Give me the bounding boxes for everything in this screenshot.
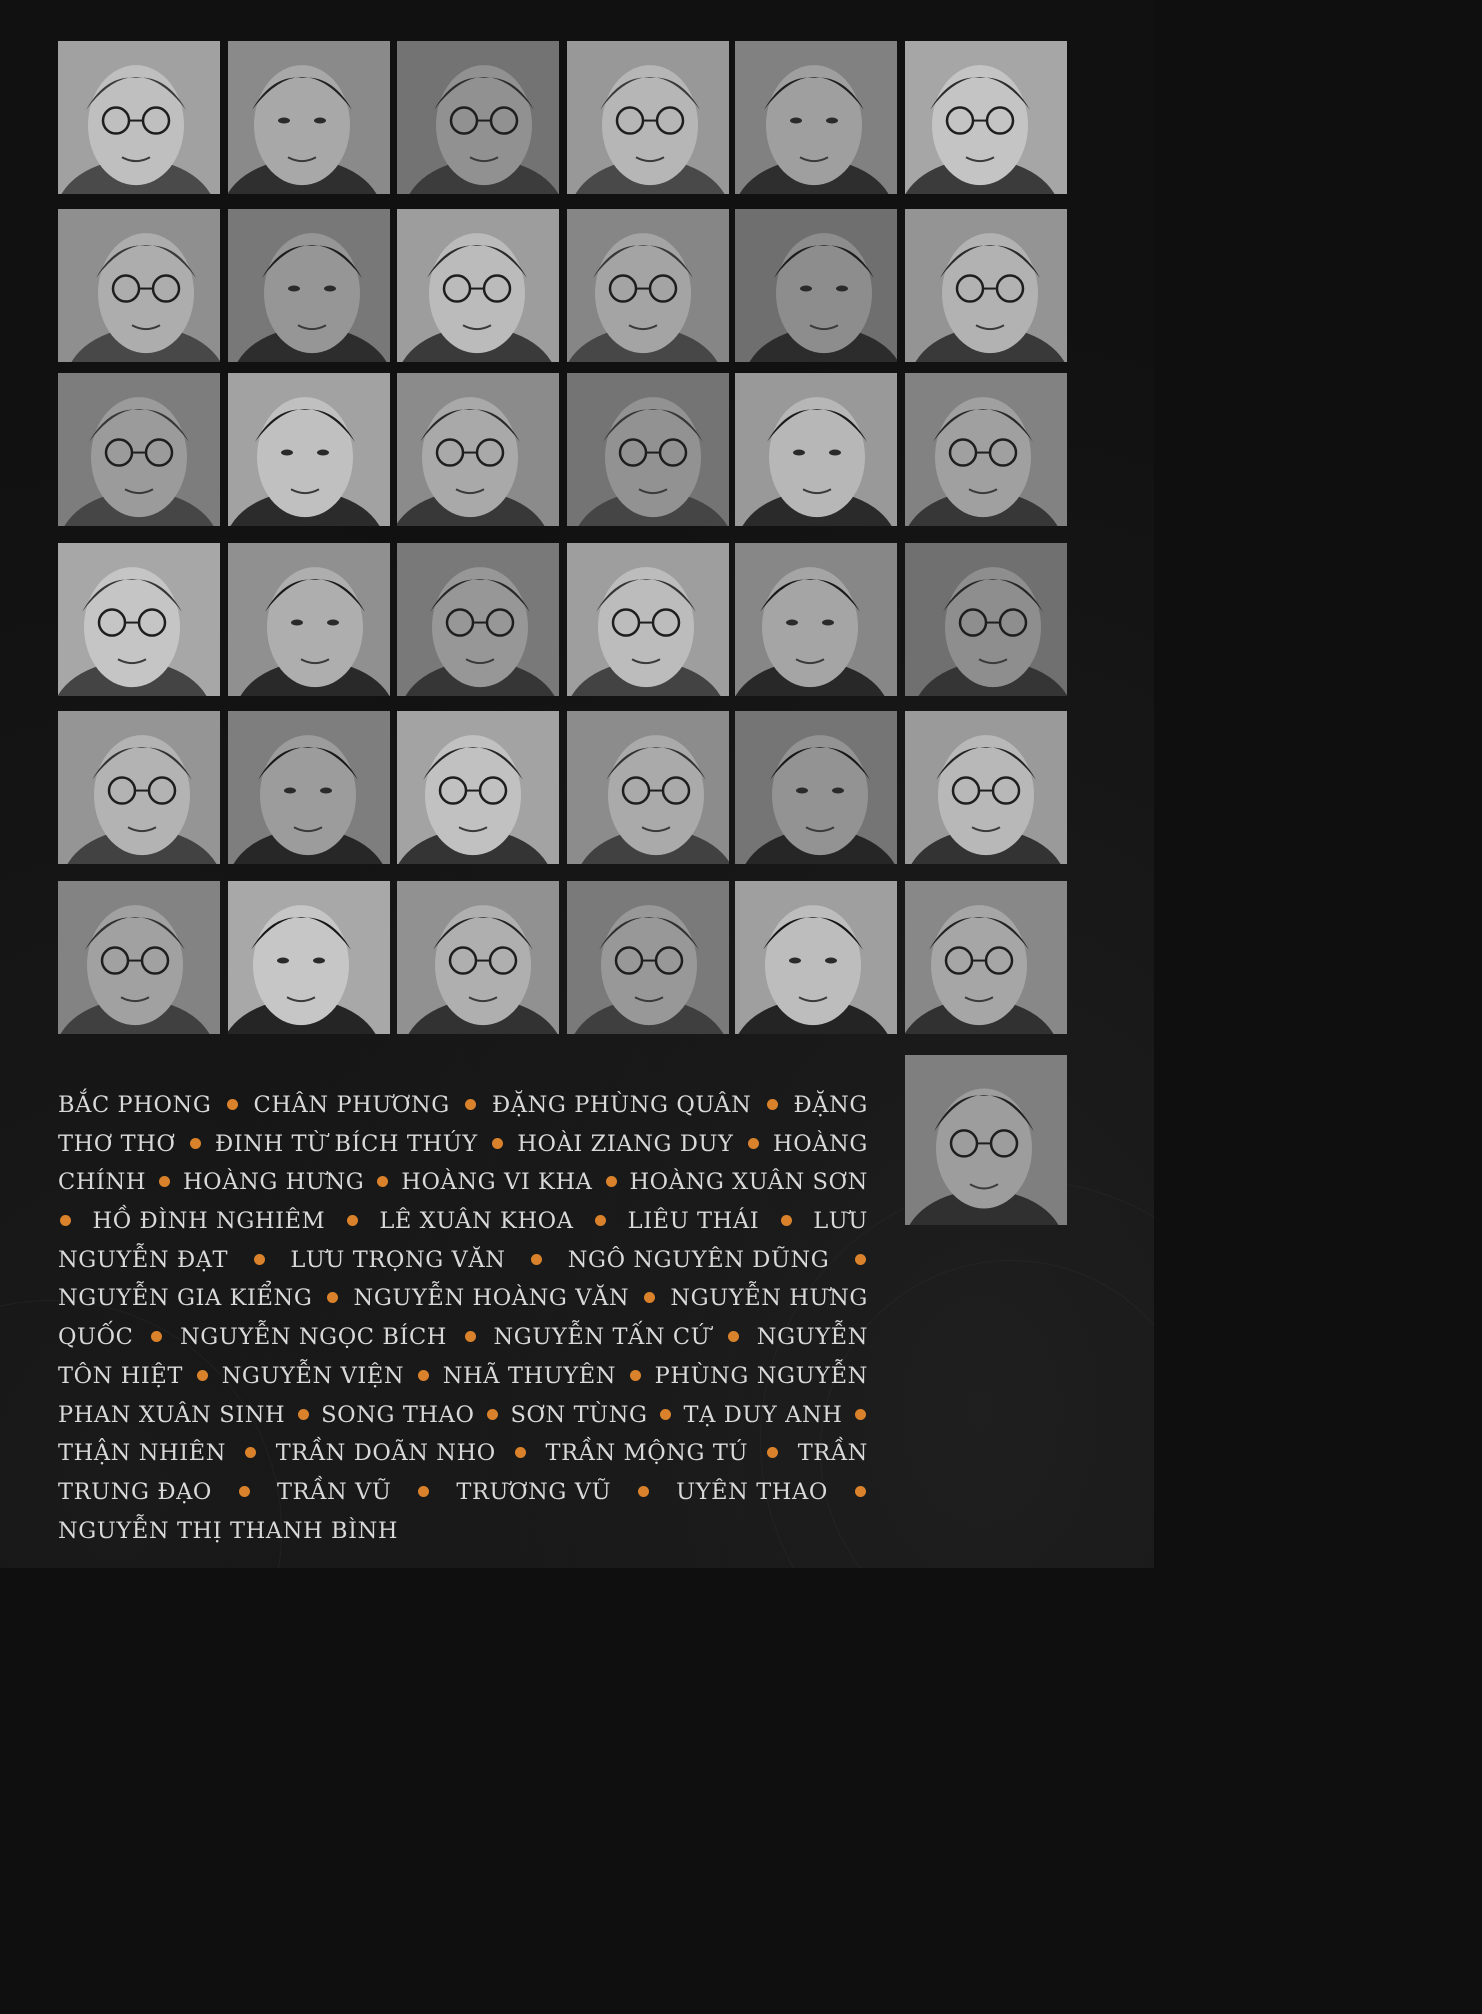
author-portrait [567,711,729,864]
author-names-list [58,1086,868,1550]
author-name: LƯU TRỌNG VĂN [290,1246,506,1273]
author-name: TẠ DUY ANH [683,1401,843,1428]
author-portrait [397,711,559,864]
names-line [58,1125,868,1164]
names-line [58,1473,868,1512]
author-portrait [58,543,220,696]
author-portrait [567,209,729,362]
author-name: HOÀNG [773,1130,868,1157]
author-portrait [58,209,220,362]
author-name: HOÀNG HƯNG [182,1169,365,1196]
author-name: TRƯƠNG VŨ [456,1478,612,1505]
author-name: NHÃ THUYÊN [442,1362,617,1389]
author-name: LIÊU THÁI [627,1208,760,1235]
author-name: HOÀNG VI KHA [401,1169,593,1196]
author-name: ĐẶNG PHÙNG QUÂN [491,1092,752,1118]
bullet-dot-icon [644,1292,655,1303]
author-portrait [397,41,559,194]
author-name: LÊ XUÂN KHOA [379,1208,574,1235]
names-line [58,1512,868,1551]
author-portrait [567,373,729,526]
author-name: PHAN XUÂN SINH [58,1401,286,1428]
author-name: NGUYỄN HOÀNG VĂN [353,1285,630,1312]
author-name: LƯU [813,1208,868,1235]
author-name: SONG THAO [321,1401,475,1428]
author-portrait [905,209,1067,362]
names-line [58,1357,868,1396]
bullet-dot-icon [630,1370,641,1381]
bullet-dot-icon [151,1331,162,1342]
author-name: TRẦN DOÃN NHO [275,1440,496,1467]
bullet-dot-icon [227,1099,238,1110]
author-name: NGUYỄN VIỆN [221,1362,405,1389]
names-line [58,1202,868,1241]
author-name: NGUYỄN [756,1324,868,1351]
bullet-dot-icon [254,1254,265,1265]
author-name: QUỐC [58,1324,134,1351]
bullet-dot-icon [595,1215,606,1226]
author-name: TRUNG ĐẠO [58,1478,212,1505]
author-portrait [397,881,559,1034]
names-line [58,1086,868,1125]
bullet-dot-icon [855,1486,866,1497]
author-name: CHÂN PHƯƠNG [253,1092,450,1118]
author-portrait [735,543,897,696]
author-name: PHÙNG NGUYỄN [654,1362,868,1389]
bullet-dot-icon [197,1370,208,1381]
author-portrait [228,209,390,362]
author-portrait [58,711,220,864]
author-portrait [228,373,390,526]
bullet-dot-icon [239,1486,250,1497]
author-portrait [905,711,1067,864]
author-name: UYÊN THAO [676,1478,828,1505]
names-line [58,1163,868,1202]
bullet-dot-icon [60,1215,71,1226]
author-portrait [567,41,729,194]
names-line [58,1318,868,1357]
bullet-dot-icon [767,1099,778,1110]
bullet-dot-icon [855,1409,866,1420]
author-portrait [905,1055,1067,1225]
bullet-dot-icon [515,1447,526,1458]
bullet-dot-icon [748,1138,759,1149]
author-name: NGUYỄN GIA KIỂNG [58,1285,313,1312]
author-portrait [58,881,220,1034]
author-portrait [735,881,897,1034]
author-portrait [735,373,897,526]
bullet-dot-icon [492,1138,503,1149]
author-name: TRẦN MỘNG TÚ [545,1440,749,1467]
author-portrait [228,41,390,194]
names-line [58,1434,868,1473]
author-name: ĐINH TỪ BÍCH THÚY [215,1130,478,1157]
author-portrait [905,543,1067,696]
author-name: CHÍNH [58,1169,147,1196]
author-portrait [228,711,390,864]
bullet-dot-icon [728,1331,739,1342]
bullet-dot-icon [781,1215,792,1226]
bullet-dot-icon [418,1486,429,1497]
bullet-dot-icon [531,1254,542,1265]
author-name: THẬN NHIÊN [58,1440,227,1467]
author-portrait [58,41,220,194]
bullet-dot-icon [855,1254,866,1265]
names-line [58,1396,868,1435]
author-name: THƠ THƠ [58,1130,176,1157]
author-name: HOÀNG XUÂN SƠN [629,1169,868,1196]
author-portrait [905,41,1067,194]
author-portrait [397,543,559,696]
author-name: ĐẶNG [793,1092,868,1118]
bullet-dot-icon [159,1176,170,1187]
bullet-dot-icon [638,1486,649,1497]
author-portrait [735,41,897,194]
author-portrait [397,373,559,526]
author-name: NGUYỄN THỊ THANH BÌNH [58,1517,399,1544]
author-name: NGUYỄN NGỌC BÍCH [179,1324,448,1351]
bullet-dot-icon [606,1176,617,1187]
bullet-dot-icon [347,1215,358,1226]
author-portrait [735,209,897,362]
author-portrait [567,543,729,696]
author-name: TRẦN [797,1440,868,1467]
author-portrait [735,711,897,864]
author-name: NGÔ NGUYÊN DŨNG [567,1246,830,1273]
bullet-dot-icon [660,1409,671,1420]
author-portrait [228,543,390,696]
bullet-dot-icon [418,1370,429,1381]
author-name: HOÀI ZIANG DUY [517,1130,734,1157]
author-portrait [58,373,220,526]
bullet-dot-icon [190,1138,201,1149]
author-name: HỒ ĐÌNH NGHIÊM [92,1208,326,1235]
bullet-dot-icon [465,1331,476,1342]
author-portrait [905,373,1067,526]
author-name: BẮC PHONG [58,1092,212,1118]
bullet-dot-icon [327,1292,338,1303]
author-portrait [567,881,729,1034]
bullet-dot-icon [487,1409,498,1420]
bullet-dot-icon [245,1447,256,1458]
bullet-dot-icon [298,1409,309,1420]
bullet-dot-icon [767,1447,778,1458]
author-portrait [228,881,390,1034]
names-line [58,1241,868,1280]
author-name: NGUYỄN HƯNG [670,1285,868,1312]
author-portrait [905,881,1067,1034]
author-name: TRẦN VŨ [276,1478,392,1505]
author-name: NGUYỄN TẤN CỨ [493,1324,711,1351]
author-portrait [397,209,559,362]
author-name: SƠN TÙNG [510,1401,648,1428]
author-name: TÔN HIỆT [58,1362,184,1389]
bullet-dot-icon [377,1176,388,1187]
author-portrait-grid [0,0,1154,1230]
names-line [58,1279,868,1318]
bullet-dot-icon [465,1099,476,1110]
author-name: NGUYỄN ĐẠT [58,1246,229,1273]
